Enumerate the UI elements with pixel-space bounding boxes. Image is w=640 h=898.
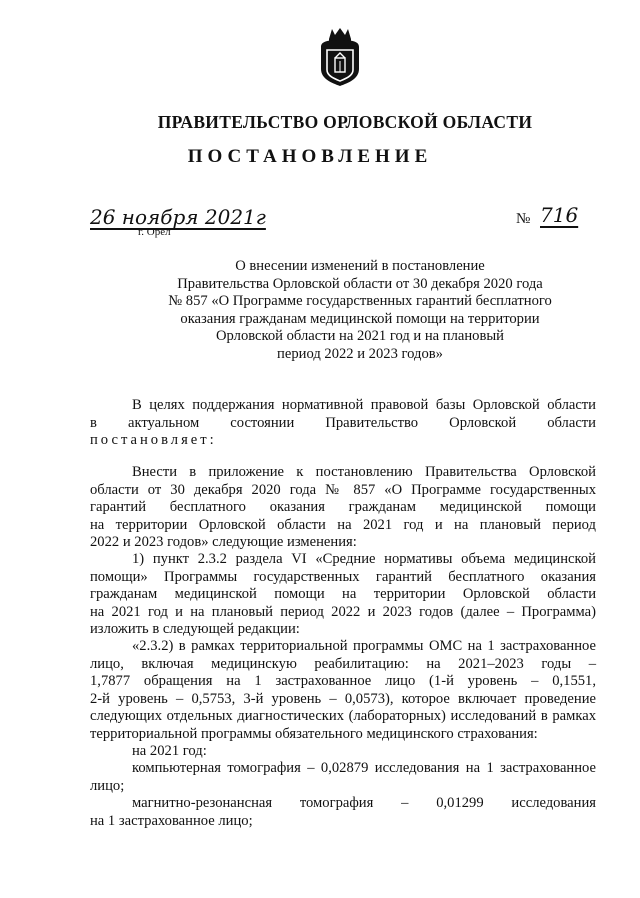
paragraph-line: на 2021 год и на плановый период 2022 и 2023 годов (далее – Программа) [90,603,596,620]
handwritten-number: 716 [540,203,579,227]
item-1-paragraph [90,551,596,639]
paragraph-line: 1) пункт 2.3.2 раздела VI «Средние нормативы объема медицинской [132,551,596,567]
paragraph-line: 2-й уровень – 0,5753, 3-й уровень – 0,0573), которое включает проведение [90,690,596,707]
paragraph-line: помощи» Программы государственных гарантий бесплатного оказания [90,568,596,585]
document-type-title: ПОСТАНОВЛЕНИЕ [187,146,433,167]
preamble-line: в актуальном состоянии Правительство Орловской области [90,414,596,431]
paragraph-line: 1,7877 обращения на 1 застрахованное лицо (1-й уровень – 0,1551, [90,673,596,689]
city-label: г. Орёл [138,226,171,238]
year-2021-label [90,743,596,761]
subject-line: Орловской области на 2021 год и на плановый [216,328,504,344]
subject-line: период 2022 и 2023 годов» [277,345,443,362]
paragraph-line: Внести в приложение к постановлению Правительства Орловской [132,464,596,480]
paragraph-line: на 2021 год: [132,743,207,759]
subject-line: О внесении изменений в постановление [235,258,485,274]
subject-line: № 857 «О Программе государственных гарантий бесплатного [168,293,552,309]
paragraph-line: гражданам медицинской помощи на территории Орловской области [90,586,596,602]
paragraph-line: компьютерная томография – 0,02879 исследования на 1 застрахованное [132,760,596,776]
paragraph-line: на 1 застрахованное лицо; [90,812,253,829]
number-label: № [516,211,531,227]
subject-line: оказания гражданам медицинской помощи на территории [180,310,540,327]
paragraph-line: области от 30 декабря 2020 года № 857 «О Программе государственных [90,481,596,498]
coat-of-arms-icon [318,25,362,87]
clause-2-3-2-paragraph [90,638,596,743]
mri-paragraph [90,795,596,830]
preamble [90,397,596,450]
paragraph-line: гарантий бесплатного оказания гражданам медицинской помощи [90,499,596,515]
paragraph-line: территориальной программы обязательного медицинского страхования: [90,725,538,742]
paragraph-line: лицо, включая медицинскую реабилитацию: на 2021–2023 годы – [90,655,596,672]
preamble-line: В целях поддержания нормативной правовой базы Орловской области [132,397,596,413]
paragraph-line: следующих отдельных диагностических (лабораторных) исследований в рамках [90,708,596,724]
paragraph-line: 2022 и 2023 годов» следующие изменения: [90,534,357,550]
paragraph-line: на территории Орловской области на 2021 год и на плановый период [90,516,596,533]
paragraph-line: лицо; [90,777,125,794]
paragraph-line: магнитно-резонансная томография – 0,01299 исследования [132,795,596,811]
paragraph-line: изложить в следующей редакции: [90,621,300,637]
paragraph-line: «2.3.2) в рамках территориальной программы ОМС на 1 застрахованное [132,638,596,654]
document-subject [130,258,590,363]
government-title: ПРАВИТЕЛЬСТВО ОРЛОВСКОЙ ОБЛАСТИ [157,112,533,132]
ct-paragraph [90,760,596,795]
handwritten-date: 26 ноября 2021г [90,205,266,229]
amendment-intro-paragraph [90,464,596,552]
subject-line: Правительства Орловской области от 30 декабря 2020 года [177,275,543,292]
resolves-label: постановляет: [90,432,217,448]
